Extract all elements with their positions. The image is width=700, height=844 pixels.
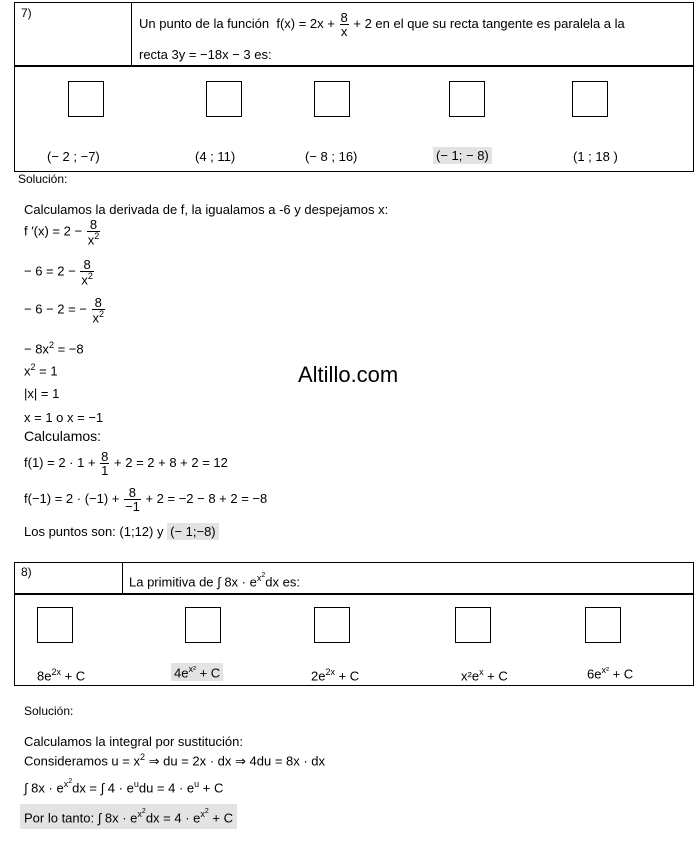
q8-statement: La primitiva de ∫ $8x \cdot e^{x^2}dx$ es: [129,572,300,590]
q7-option-4-label-selected: (− 1; − 8) [433,147,492,164]
sol8-heading: Solución: [24,704,74,718]
sol7-step-2: − 6 − 2 = − $\frac{8}{x^2}$ [24,295,105,326]
sol8-intro: Calculamos la integral por sustitución: [24,734,243,749]
q7-option-2-label: (4 ; 11) [195,149,236,164]
q7-option-2-checkbox[interactable] [206,81,242,117]
sol7-derivative: f ′(x) = 2 − $\frac{8}{x^2}$ [24,217,100,248]
q8-option-5-label: $6e^{x^2} + C$ [587,665,634,682]
q8-option-1-checkbox[interactable] [37,607,73,643]
sol7-points: Los puntos son: (1;12) y (− 1;−8) [24,524,219,539]
q7-options-box [14,66,694,172]
q8-header [14,562,694,594]
q8-option-5-checkbox[interactable] [585,607,621,643]
sol7-intro: Calculamos la derivada de f, la igualamos a -6 y despejamos x: [24,202,389,217]
q8-option-2-label-selected: $4e^{x^2} + C$ [171,663,223,681]
q7-option-5-label: (1 ; 18 ) [573,149,618,164]
q7-option-4-checkbox[interactable] [449,81,485,117]
sol7-step-5: |x| = 1 [24,386,60,401]
q8-number: 8) [21,565,32,579]
q8-option-4-label: $x^2e^x + C$ [461,667,508,684]
sol7-step-1: − 6 = 2 − $\frac{8}{x^2}$ [24,257,93,288]
q8-option-3-label: $2e^{2x} + C$ [311,667,360,684]
sol7-eval-fminus1: f(−1) = 2 · (−1) + $\frac{8}{-1}$ + 2 = −2 − 8 + 2 = −8 [24,485,268,514]
sol7-heading: Solución: [18,172,68,186]
q7-option-1-label: (− 2 ; −7) [47,149,100,164]
sol8-substitution: Consideramos $u = x^2$ ⇒ du = 2x · dx ⇒ 4du = 8x · dx [24,752,326,769]
sol7-answer-highlight: (− 1;−8) [167,523,219,540]
sol8-integral-step: ∫ $8x \cdot e^{x^2}dx$ = ∫ $4 \cdot e^udu = 4 \cdot e^u + C$ [24,778,224,796]
watermark: Altillo.com [298,362,399,387]
q8-options-box [14,594,694,686]
q8-option-4-checkbox[interactable] [455,607,491,643]
q7-number: 7) [21,6,32,20]
sol7-step-3: − $8x^2 = -8$ [24,340,84,357]
q7-option-3-label: (− 8 ; 16) [305,149,358,164]
sol7-eval-f1: f(1) = 2 · 1 + $\frac{8}{1}$ + 2 = 2 + 8 + 2 = 12 [24,449,228,478]
sol7-step-6: x = 1 o x = −1 [24,410,104,425]
sol8-result-highlight: Por lo tanto: ∫ $8x \cdot e^{x^2}dx = 4 \cdot e^{x^2} + C$ [20,804,237,829]
q8-option-3-checkbox[interactable] [314,607,350,643]
q7-statement: Un punto de la función f(x) = 2x + $\frac{8}{x}$ + 2 en el que su recta tangente es paralela a la [139,10,625,39]
sol7-calculamos: Calculamos: [24,428,102,444]
q7-option-3-checkbox[interactable] [314,81,350,117]
q7-statement-line2: recta 3y = −18x − 3 es: [139,47,272,62]
q7-header [14,2,694,66]
q7-option-1-checkbox[interactable] [68,81,104,117]
q8-option-1-label: $8e^{2x} + C$ [37,667,86,684]
q8-option-2-checkbox[interactable] [185,607,221,643]
q7-option-5-checkbox[interactable] [572,81,608,117]
sol7-step-4: $x^2 = 1$ [24,362,58,379]
